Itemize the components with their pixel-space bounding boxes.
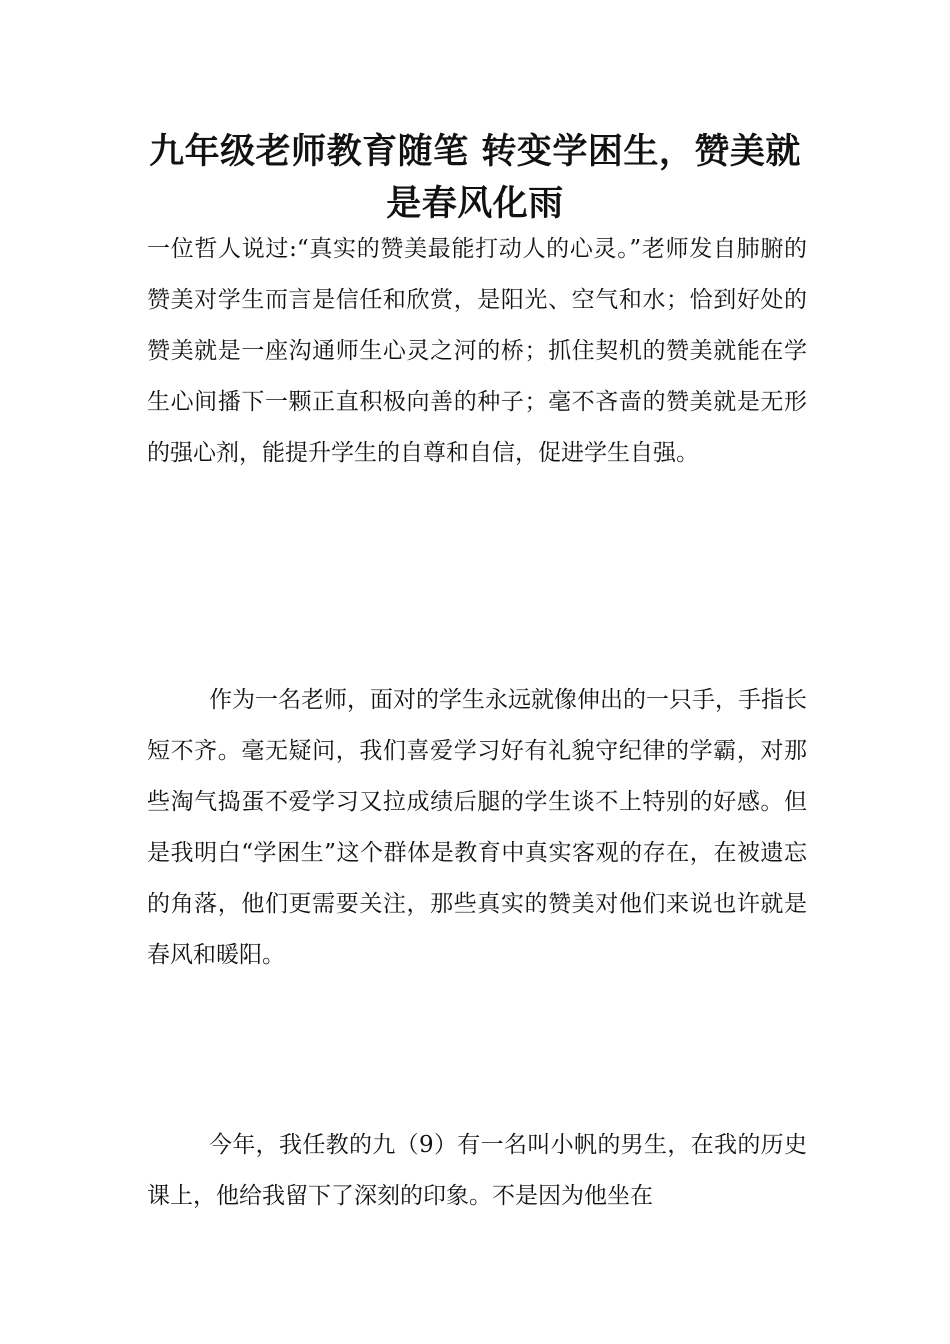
paragraph-3: 今年，我任教的九（9）有一名叫小帆的男生，在我的历史课上，他给我留下了深刻的印象。不是因为他坐在 [147,1132,807,1209]
document-title: 九年级老师教育随笔 转变学困生，赞美就是春风化雨 [149,132,801,224]
paragraph-2: 作为一名老师，面对的学生永远就像伸出的一只手，手指长短不齐。毫无疑问，我们喜爱学习好有礼貌守纪律的学霸，对那些淘气捣蛋不爱学习又拉成绩后腿的学生谈不上特别的好感。但是我明白“学困生”这个群体是教育中真实客观的存在，在被遗忘的角落，他们更需要关注，那些真实的赞美对他们来说也许就是春风和暖阳。 [147,687,807,968]
paragraph-1: 一位哲人说过:“真实的赞美最能打动人的心灵。”老师发自肺腑的赞美对学生而言是信任和欣赏，是阳光、空气和水；恰到好处的赞美就是一座沟通师生心灵之河的桥；抓住契机的赞美就能在学生心间播下一颗正直积极向善的种子；毫不吝啬的赞美就是无形的强心剂，能提升学生的自尊和自信，促进学生自强。 [147,236,807,466]
